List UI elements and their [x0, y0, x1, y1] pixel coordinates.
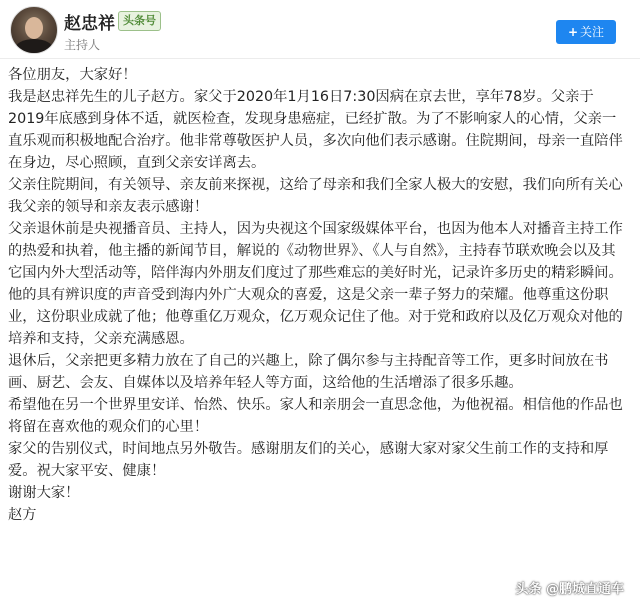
paragraph-signature: 赵方	[8, 507, 37, 523]
paragraph-6: 家父的告别仪式，时间地点另外敬告。感谢朋友们的关心，感谢大家对家父生前工作的支持和厚爱。祝大家平安、健康！	[8, 441, 609, 479]
paragraph-thanks: 谢谢大家！	[8, 485, 80, 501]
avatar-face	[25, 17, 43, 39]
author-name[interactable]: 赵忠祥	[64, 14, 115, 34]
author-role: 主持人	[64, 38, 101, 52]
paragraph-3: 父亲退休前是央视播音员、主持人，因为央视这个国家级媒体平台，也因为他本人对播音主持工作的热爱和执着，他主播的新闻节目，解说的《动物世界》、《人与自然》，主持春节联欢晚会以及其它国内外大型活动等，陪伴海内外朋友们度过了那些难忘的美好时光，记录许多历史的精彩瞬间。他的具有辨识度的声音受到海内外广大观众的喜爱，这是父亲一辈子努力的荣耀。他尊重这份职业，这份职业成就了他；他尊重亿万观众，亿万观众记住了他。对于党和政府以及亿万观众对他的培养和支持，父亲充满感恩。	[8, 221, 623, 347]
header-divider	[0, 58, 640, 59]
toutiao-badge: 头条号	[118, 11, 161, 31]
avatar-suit	[15, 39, 53, 54]
paragraph-4: 退休后，父亲把更多精力放在了自己的兴趣上，除了偶尔参与主持配音等工作，更多时间放在书画、厨艺、会友、自媒体以及培养年轻人等方面，这给他的生活增添了很多乐趣。	[8, 353, 609, 391]
plus-icon: +	[567, 25, 579, 39]
paragraph-greeting: 各位朋友，大家好！	[8, 67, 137, 83]
author-header	[0, 0, 640, 60]
follow-button[interactable]	[556, 20, 616, 44]
follow-label: 关注	[580, 25, 605, 39]
avatar[interactable]	[10, 6, 58, 54]
post-body	[8, 64, 626, 526]
watermark: 头条 @鹏城直通车	[515, 582, 624, 597]
paragraph-1: 我是赵忠祥先生的儿子赵方。家父于2020年1月16日7:30因病在京去世，享年78岁。父亲于2019年底感到身体不适，就医检查，发现身患癌症，已经扩散。为了不影响家人的心情，父亲一直乐观而积极地配合治疗。他非常尊敬医护人员，多次向他们表示感谢。住院期间，母亲一直陪伴在身边，尽心照顾，直到父亲安详离去。	[8, 89, 623, 171]
paragraph-5: 希望他在另一个世界里安详、怡然、快乐。家人和亲朋会一直思念他，为他祝福。相信他的作品也将留在喜欢他的观众们的心里！	[8, 397, 623, 435]
paragraph-2: 父亲住院期间，有关领导、亲友前来探视，这给了母亲和我们全家人极大的安慰，我们向所有关心我父亲的领导和亲友表示感谢！	[8, 177, 623, 215]
